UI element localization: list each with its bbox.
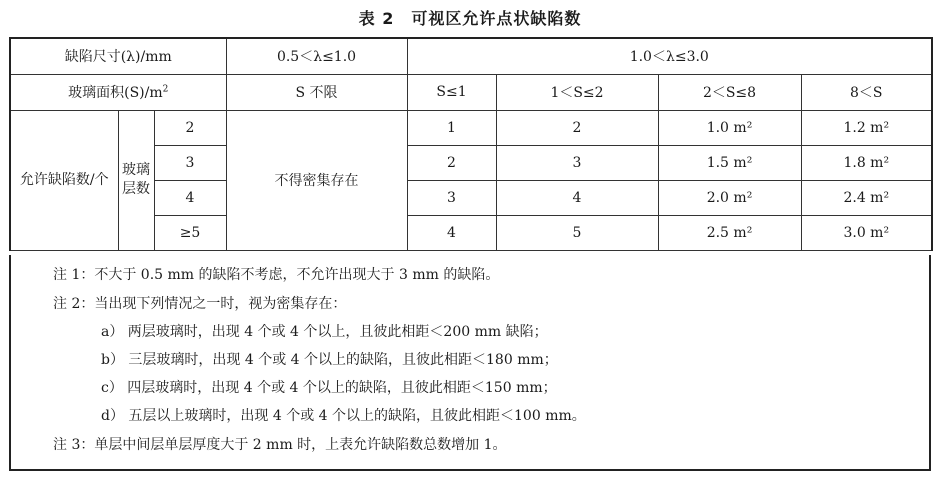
area-col-3: 2＜S≤8 xyxy=(658,74,801,110)
table-cell: 1.5 m² xyxy=(658,145,801,180)
size-label: 缺陷尺寸(λ)/mm xyxy=(10,38,226,74)
note-2-item-b: b） 三层玻璃时，出现 4 个或 4 个以上的缺陷，且彼此相距＜180 mm； xyxy=(101,352,558,368)
area-unlimited: S 不限 xyxy=(226,74,407,110)
area-col-1: S≤1 xyxy=(407,74,496,110)
layer-count: ≥5 xyxy=(154,215,226,250)
table-cell: 3 xyxy=(496,145,658,180)
allowed-count-text: 允许缺陷数/个 xyxy=(19,171,109,188)
note-2: 注 2：当出现下列情况之一时，视为密集存在： xyxy=(53,296,347,312)
note-2-item-d: d） 五层以上玻璃时，出现 4 个或 4 个以上的缺陷，且彼此相距＜100 mm。 xyxy=(101,408,586,424)
glass-layers-label xyxy=(118,110,154,250)
size-large-range: 1.0＜λ≤3.0 xyxy=(407,38,932,74)
note-2-item-c: c） 四层玻璃时，出现 4 个或 4 个以上的缺陷，且彼此相距＜150 mm； xyxy=(101,380,557,396)
table-cell: 2 xyxy=(407,145,496,180)
allowed-count-label xyxy=(10,110,118,250)
table-row xyxy=(10,110,932,145)
area-unit-sup: 2 xyxy=(162,84,169,95)
table-cell: 2.0 m² xyxy=(658,180,801,215)
dense-note: 不得密集存在 xyxy=(226,110,407,250)
table-cell: 4 xyxy=(407,215,496,250)
table-cell: 2.5 m² xyxy=(658,215,801,250)
note-3: 注 3：单层中间层单层厚度大于 2 mm 时，上表允许缺陷数总数增加 1。 xyxy=(53,437,507,453)
layer-count: 4 xyxy=(154,180,226,215)
table-title: 表 2 可视区允许点状缺陷数 xyxy=(358,9,582,28)
table-cell: 5 xyxy=(496,215,658,250)
defect-table xyxy=(9,37,933,251)
table-cell: 2.4 m² xyxy=(801,180,932,215)
note-2-item-a: a） 两层玻璃时，出现 4 个或 4 个以上，且彼此相距＜200 mm 缺陷； xyxy=(101,324,548,340)
table-cell: 1 xyxy=(407,110,496,145)
table-cell: 3 xyxy=(407,180,496,215)
note-1: 注 1：不大于 0.5 mm 的缺陷不考虑，不允许出现大于 3 mm 的缺陷。 xyxy=(53,267,500,283)
layer-count: 3 xyxy=(154,145,226,180)
table-cell: 4 xyxy=(496,180,658,215)
area-row xyxy=(10,74,932,110)
table-cell: 1.2 m² xyxy=(801,110,932,145)
area-label xyxy=(10,74,226,110)
size-row xyxy=(10,38,932,74)
area-col-4: 8＜S xyxy=(801,74,932,110)
area-label-text: 玻璃面积(S)/m xyxy=(68,85,163,101)
area-col-2: 1＜S≤2 xyxy=(496,74,658,110)
size-small-range: 0.5＜λ≤1.0 xyxy=(226,38,407,74)
table-cell: 1.8 m² xyxy=(801,145,932,180)
table-cell: 3.0 m² xyxy=(801,215,932,250)
table-cell: 1.0 m² xyxy=(658,110,801,145)
layer-count: 2 xyxy=(154,110,226,145)
glass-layers-text: 玻璃层数 xyxy=(122,162,150,197)
table-cell: 2 xyxy=(496,110,658,145)
